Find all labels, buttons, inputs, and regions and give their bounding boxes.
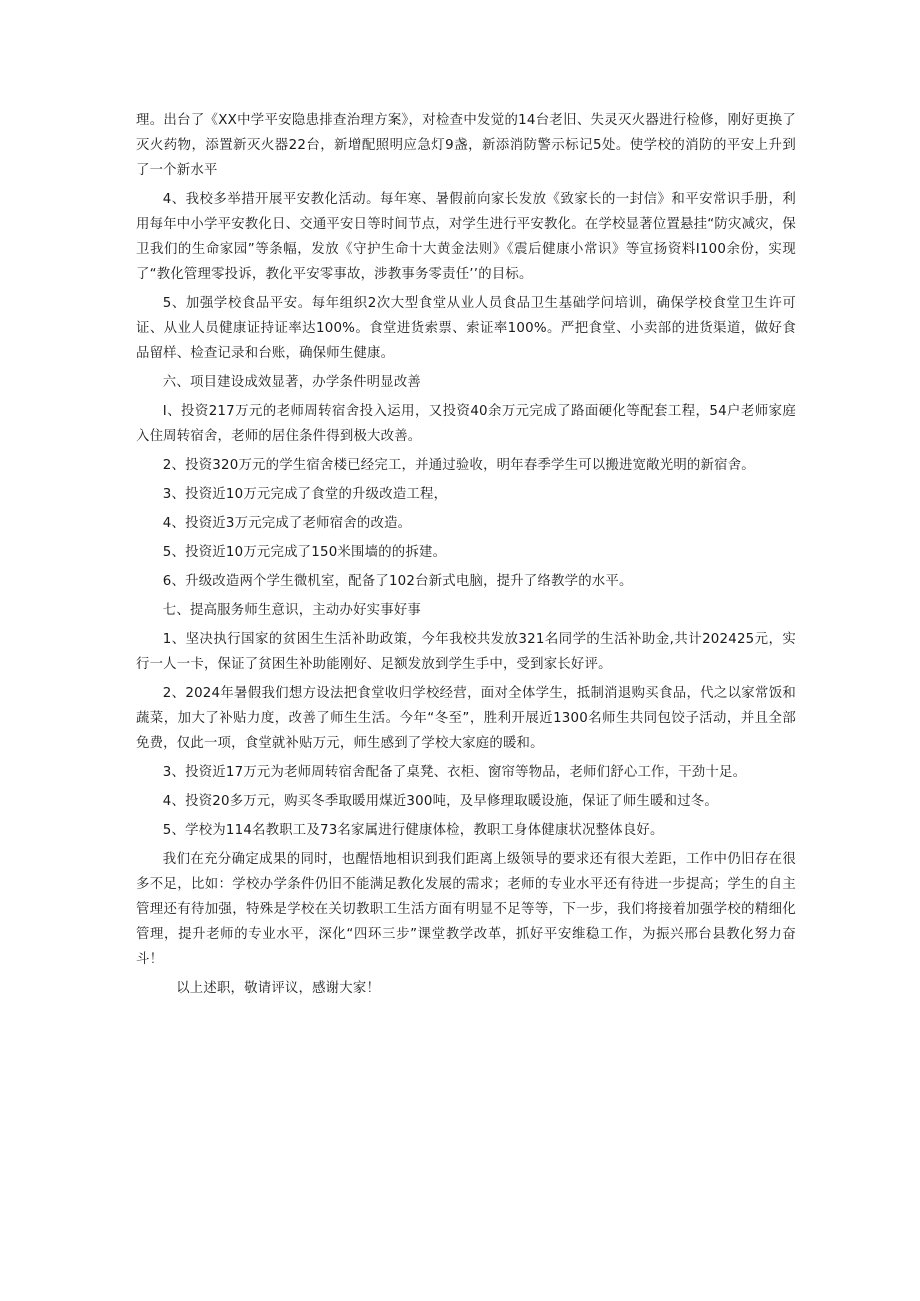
paragraph-project-5: 5、投资近10万元完成了150米围墙的的拆建。 xyxy=(162,545,447,560)
paragraph-food-safety: 5、加强学校食品平安。每年组织2次大型食堂从业人员食品卫生基础学问培训，确保学校食堂卫生许可证、从业人员健康证持证率达100%。食堂进货索票、索证率100%。严把食堂、小卖部的进货渠道，做好食品留样、检查记录和台账，确保师生健康。 xyxy=(136,296,796,361)
paragraph-service-3: 3、投资近17万元为老师周转宿舍配备了桌凳、衣柜、窗帘等物品，老师们舒心工作，干劲十足。 xyxy=(162,765,747,780)
section-heading-service: 七、提高服务师生意识，主动办好实事好事 xyxy=(162,603,422,618)
paragraph-project-6: 6、升级改造两个学生微机室，配备了102台新式电脑，提升了络教学的水平。 xyxy=(162,574,633,589)
paragraph-project-2: 2、投资320万元的学生宿舍楼已经完工，并通过验收，明年春季学生可以搬进宽敞光明的新宿舍。 xyxy=(162,458,755,473)
paragraph-project-3: 3、投资近10万元完成了食堂的升级改造工程， xyxy=(162,487,448,502)
paragraph-summary: 我们在充分确定成果的同时，也醒悟地相识到我们距离上级领导的要求还有很大差距，工作中仍旧存在很多不足，比如：学校办学条件仍旧不能满足教化发展的需求；老师的专业水平还有待进一步提高；学生的自主管理还有待加强，特殊是学校在关切教职工生活方面有明显不足等等，下一步，我们将接着加强学校的精细化管理，提升老师的专业水平，深化“四环三步”课堂教学改革，抓好平安维稳工作，为振兴邢台县教化努力奋斗！ xyxy=(136,852,796,967)
paragraph-service-2: 2、2024年暑假我们想方设法把食堂收归学校经营，面对全体学生，抵制消退购买食品，代之以家常饭和蔬菜，加大了补贴力度，改善了师生生活。今年“冬至”，胜利开展近1300名师生共同包饺子活动，并且全部免费，仅此一项，食堂就补贴万元，师生感到了学校大家庭的暖和。 xyxy=(136,686,796,751)
paragraph-service-1: 1、坚决执行国家的贫困生生活补助政策，今年我校共发放321名同学的生活补助金,共计202425元，实行一人一卡，保证了贫困生补助能刚好、足额发放到学生手中，受到家长好评。 xyxy=(136,632,796,672)
paragraph-closing: 以上述职，敬请评议，感谢大家！ xyxy=(176,981,381,996)
paragraph-project-1: I、投资217万元的老师周转宿舍投入运用，又投资40余万元完成了路面硬化等配套工程，54户老师家庭入住周转宿舍，老师的居住条件得到极大改善。 xyxy=(136,404,796,444)
document-page xyxy=(136,108,796,1005)
paragraph-safety-education: 4、我校多举措开展平安教化活动。每年寒、暑假前向家长发放《致家长的一封信》和平安常识手册，利用每年中小学平安教化日、交通平安日等时间节点，对学生进行平安教化。在学校显著位置悬挂“防灾减灾，保卫我们的生命家园”等条幅，发放《守护生命十大黄金法则》《震后健康小常识》等宣扬资料I100余份，实现了“教化管理零投诉，教化平安零事故，涉教事务零责任’’的目标。 xyxy=(136,192,796,282)
section-heading-projects: 六、项目建设成效显著，办学条件明显改善 xyxy=(162,375,422,390)
paragraph-service-4: 4、投资20多万元，购买冬季取暖用煤近300吨，及早修理取暖设施，保证了师生暖和过冬。 xyxy=(162,794,718,809)
paragraph-service-5: 5、学校为114名教职工及73名家属进行健康体检，教职工身体健康状况整体良好。 xyxy=(162,823,664,838)
paragraph-fire-safety-continued: 理。出台了《XX中学平安隐患排查治理方案》，对检查中发觉的14台老旧、失灵灭火器进行检修，刚好更换了灭火药物，添置新灭火器22台，新增配照明应急灯9盏，新添消防警示标记5处。使学校的消防的平安上升到了一个新水平 xyxy=(136,113,796,178)
paragraph-project-4: 4、投资近3万元完成了老师宿舍的改造。 xyxy=(162,516,412,531)
